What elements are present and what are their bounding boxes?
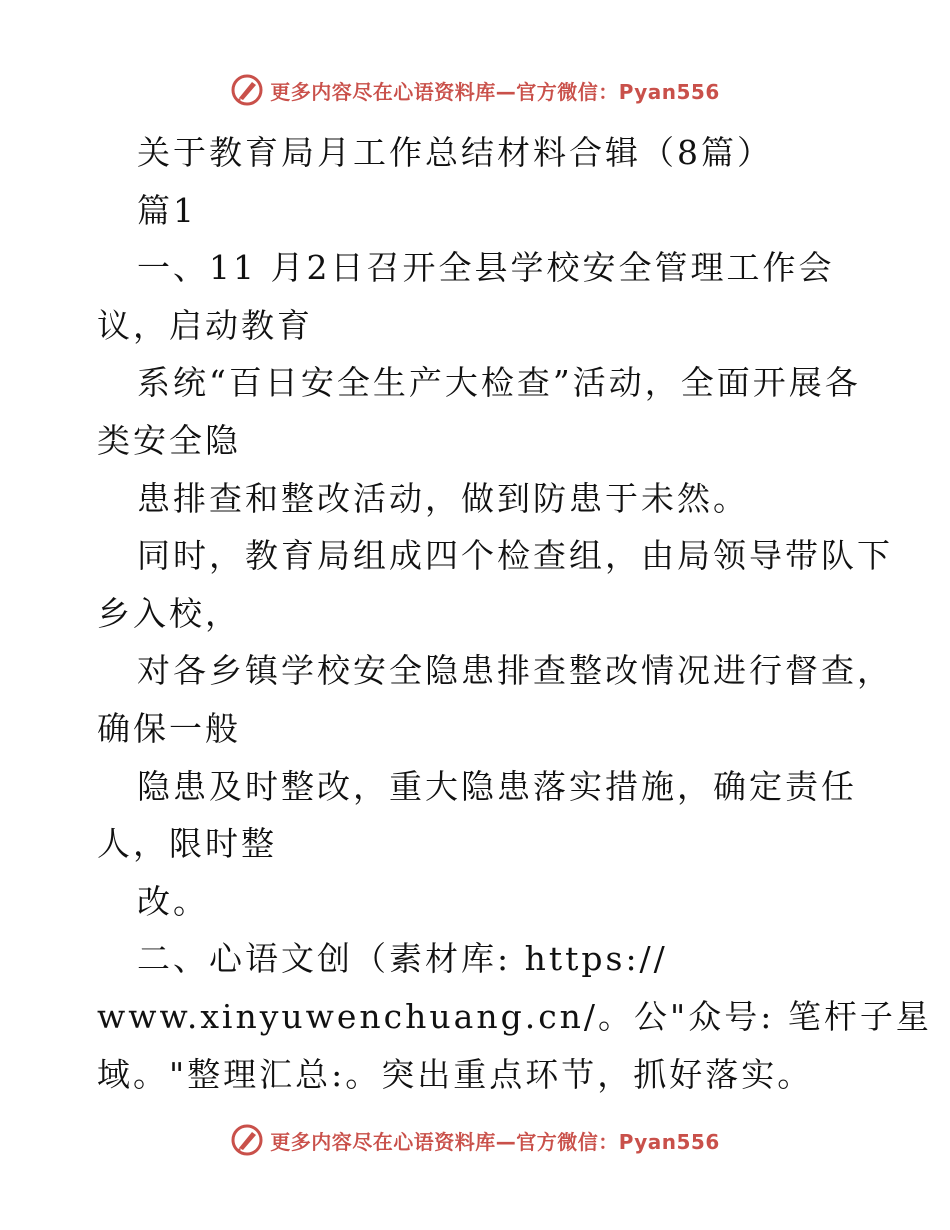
paragraph-line: 域。"整理汇总:。突出重点环节，抓好落实。 [97,1054,814,1094]
paragraph-line: 改。 [137,881,209,921]
banner-slogan: 更多内容尽在心语资料库 [270,1129,496,1154]
paragraph-line: 对各乡镇学校安全隐患排查整改情况进行督查， [137,651,893,691]
banner-wechat: 官方微信：Pyan556 [516,1129,720,1154]
paragraph-line: 二、心语文创（素材库: https:// [137,939,668,979]
banner-separator: — [495,79,517,104]
pen-logo-icon [230,73,264,107]
banner-text [270,1126,720,1155]
paragraph-line: 系统“百日安全生产大检查”活动，全面开展各 [137,363,861,403]
paragraph-line: 隐患及时整改，重大隐患落实措施，确定责任 [137,766,857,806]
section-heading: 篇1 [137,190,197,230]
paragraph-line: 乡入校， [97,593,241,633]
paragraph-line: 人，限时整 [97,824,277,864]
banner-wechat: 官方微信：Pyan556 [516,79,720,104]
document-body [97,124,932,1103]
paragraph-line: 一、11 月2日召开全县学校安全管理工作会 [137,248,835,288]
paragraph-line: 同时，教育局组成四个检查组，由局领导带队下 [137,536,893,576]
paragraph-line: 患排查和整改活动，做到防患于未然。 [137,478,749,518]
banner-separator: — [495,1129,517,1154]
document-title: 关于教育局月工作总结材料合辑（8篇） [137,133,773,172]
paragraph-line: 议，启动教育 [97,305,313,345]
header-watermark-banner [0,70,950,110]
banner-slogan: 更多内容尽在心语资料库 [270,79,496,104]
paragraph-line: 类安全隐 [97,420,241,460]
banner-text [270,76,720,105]
pen-logo-icon [230,1123,264,1157]
footer-watermark-banner [0,1120,950,1160]
paragraph-line: 确保一般 [97,708,241,748]
paragraph-line: www.xinyuwenchuang.cn/。公"众号: 笔杆子星 [97,996,932,1036]
